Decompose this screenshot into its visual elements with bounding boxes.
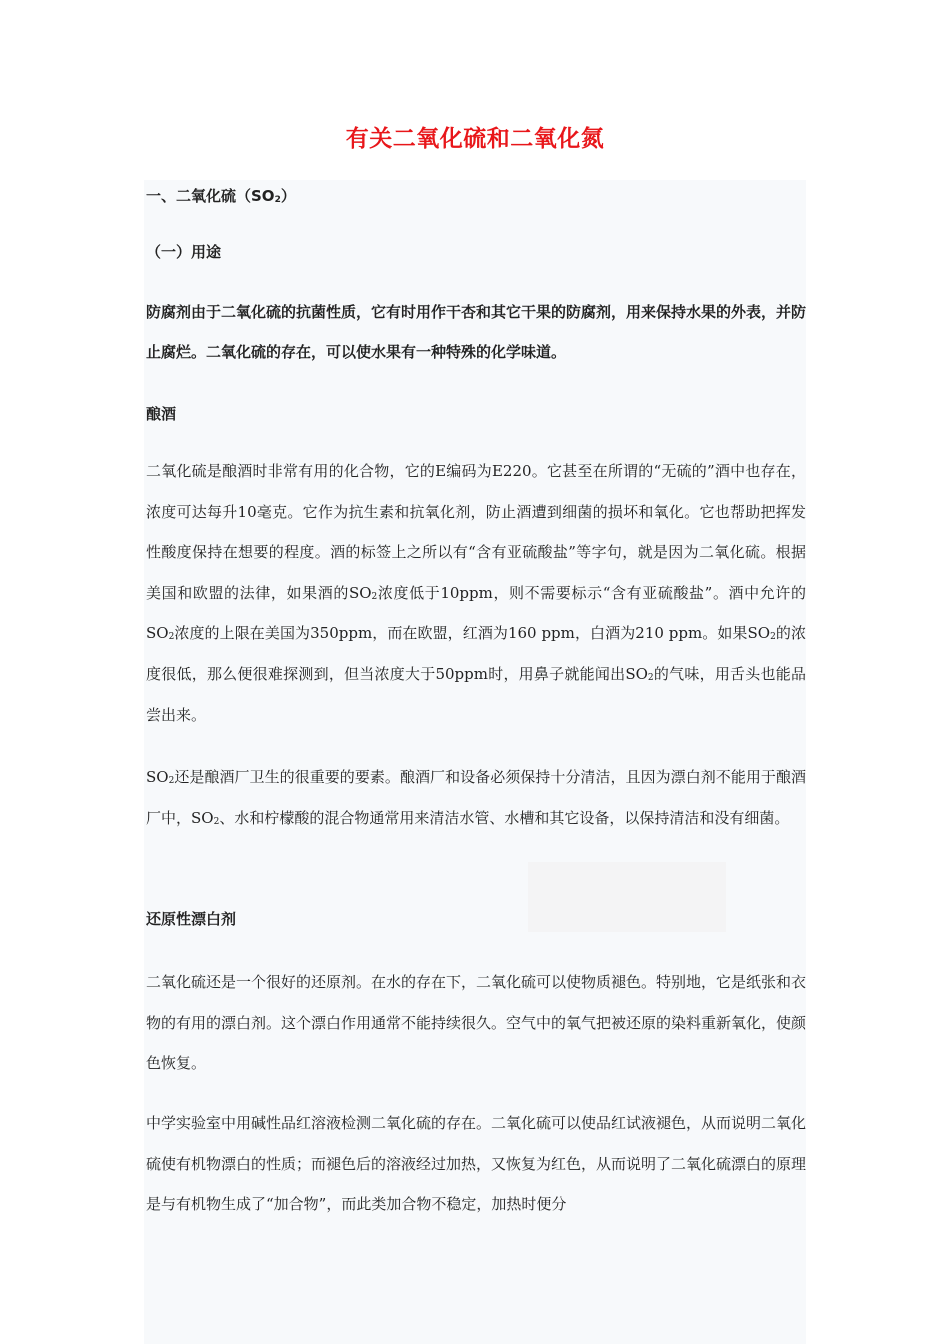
- text-run: 还是酿酒厂卫生的很重要的要素。酿酒厂和设备必须保持十分清洁，且因为漂白剂不能用于酿酒厂中，SO: [146, 768, 806, 827]
- text-run: 浓度的上限在美国为350ppm，而在欧盟，红酒为160 ppm，白酒为210 ppm。如果SO: [174, 624, 771, 643]
- subscript: 2: [647, 672, 654, 683]
- section-heading-text: 一、二氧化硫（SO: [146, 187, 275, 205]
- text-run: 二氧化硫是酿酒时非常有用的化合物，它的E编码为E220。它甚至在所谓的“无硫的”酒中也存在，浓度可达每升10毫克。它作为抗生素和抗氧化剂，防止酒遭到细菌的损坏和氧化。它也帮助把挥发性酸度保持在想要的程度。酒的标签上之所以有“含有亚硫酸盐”等字句，就是因为二氧化硫。根据美国和欧盟的法律，如果酒的SO: [146, 462, 806, 602]
- text-run: 的气味，用舌头也能品尝出来。: [146, 664, 806, 724]
- paragraph-bleach-1: 二氧化硫还是一个很好的还原剂。在水的存在下，二氧化硫可以使物质褪色。特别地，它是纸张和衣物的有用的漂白剂。这个漂白作用通常不能持续很久。空气中的氧气把被还原的染料重新氧化，使颜色恢复。: [146, 973, 807, 1073]
- section-heading-so2: [146, 185, 806, 206]
- text-run: 浓度低于10ppm，则不需要标示“含有亚硫酸盐”。酒中允许的SO: [146, 583, 807, 643]
- subscript: 2: [213, 816, 220, 827]
- paragraph-bleach-2: 中学实验室中用碱性品红溶液检测二氧化硫的存在。二氧化硫可以使品红试液褪色，从而说明二氧化硫使有机物漂白的性质；而褪色后的溶液经过加热，又恢复为红色，从而说明了二氧化硫漂白的原理是与有机物生成了“加合物”，而此类加合物不稳定，加热时便分: [146, 1114, 807, 1214]
- paragraph-winemaking-1: [146, 451, 806, 735]
- text-run: 的浓度很低，那么便很难探测到，但当浓度大于50ppm时，用鼻子就能闻出SO: [146, 624, 806, 683]
- text-run: SO: [146, 768, 169, 786]
- subscript: 2: [371, 591, 378, 602]
- section-heading-text-end: ）: [280, 187, 296, 205]
- text-run: 、水和柠檬酸的混合物通常用来清洁水管、水槽和其它设备，以保持清洁和没有细菌。: [219, 808, 790, 827]
- heading-reducing-bleach: 还原性漂白剂: [146, 910, 237, 928]
- paragraph-preservative: 防腐剂由于二氧化硫的抗菌性质，它有时用作干杏和其它干果的防腐剂，用来保持水果的外表，并防止腐烂。二氧化硫的存在，可以使水果有一种特殊的化学味道。: [146, 303, 807, 361]
- paragraph-winemaking-2: [146, 757, 806, 838]
- subscript: 2: [770, 632, 776, 643]
- heading-winemaking: 酿酒: [146, 405, 177, 423]
- subscript: 2: [168, 632, 175, 643]
- subscript: 2: [168, 776, 175, 786]
- subsection-heading-uses: （一）用途: [146, 243, 222, 261]
- document-title: 有关二氧化硫和二氧化氮: [345, 126, 605, 152]
- subscript: 2: [274, 195, 281, 205]
